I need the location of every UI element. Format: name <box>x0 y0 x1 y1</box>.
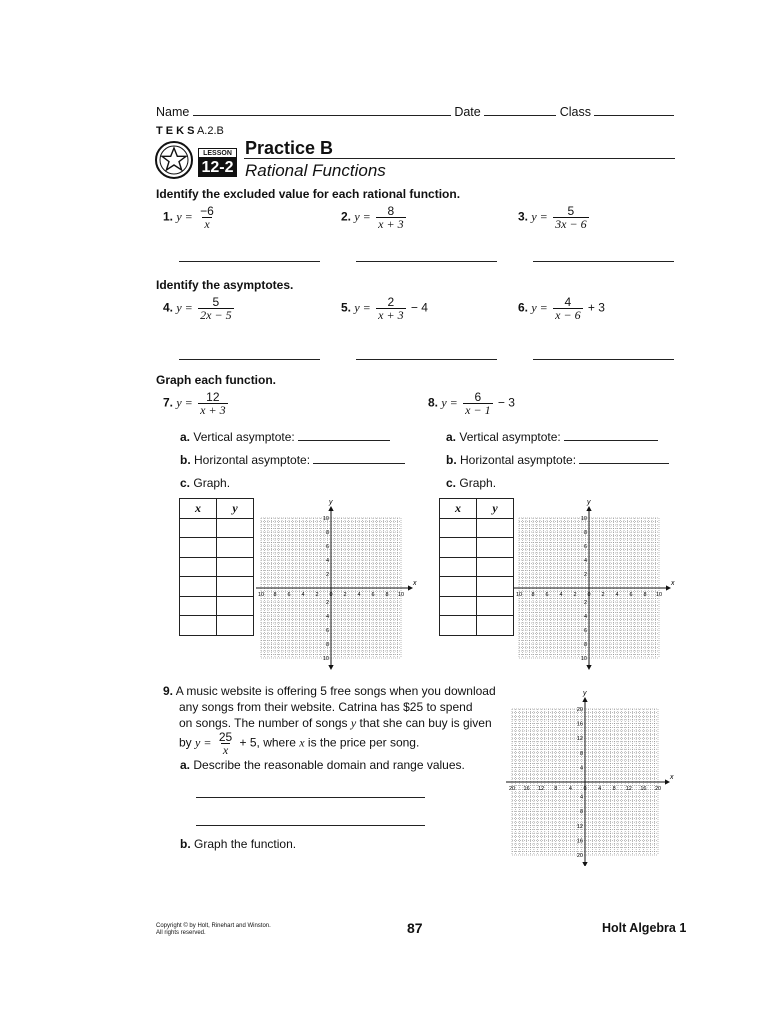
numerator: 25 <box>218 730 233 744</box>
p7-part-a <box>180 430 390 444</box>
problem-number: 5. <box>341 300 352 315</box>
part-text: Graph the function. <box>194 837 297 851</box>
numerator: −6 <box>200 204 214 218</box>
xy-table-8 <box>439 498 514 636</box>
table-cell[interactable] <box>217 538 254 558</box>
problem-number: 4. <box>163 300 174 315</box>
problem-text: by <box>179 735 192 750</box>
p7-part-c <box>180 476 230 490</box>
x-tick-label: 8 <box>385 592 389 598</box>
section-graph-heading: Graph each function. <box>156 373 277 387</box>
answer-line-3[interactable] <box>533 261 674 262</box>
equation-lhs: y = <box>354 300 371 315</box>
fraction <box>198 296 233 321</box>
problem-number: 9. <box>163 684 174 698</box>
p8-part-c <box>446 476 496 490</box>
x-tick-label: 10 <box>655 592 663 598</box>
numerator: 5 <box>212 295 220 309</box>
y-tick-label: 4 <box>579 765 583 772</box>
denominator: x − 1 <box>465 403 491 417</box>
y-tick-label: 12 <box>576 736 583 743</box>
xy-table-7 <box>179 498 254 636</box>
lesson-number: 12-2 <box>198 158 237 177</box>
table-cell[interactable] <box>477 616 514 636</box>
problem-6 <box>518 296 605 321</box>
p8-part-b <box>446 453 669 467</box>
problem-number: 6. <box>518 300 529 315</box>
date-label: Date <box>454 105 481 119</box>
equation-lhs: y = <box>354 209 371 224</box>
fraction <box>463 391 492 416</box>
table-cell[interactable] <box>180 538 217 558</box>
date-field[interactable] <box>484 105 556 116</box>
page-number: 87 <box>407 920 423 936</box>
equation-tail: − 3 <box>497 395 515 410</box>
y-tick-label: 4 <box>579 794 583 801</box>
y-tick-label: 8 <box>583 530 587 536</box>
denominator: 2x − 5 <box>200 308 232 322</box>
x-tick-label: 10 <box>397 592 405 598</box>
equation-lhs: y = <box>176 395 193 410</box>
part-text: Describe the reasonable domain and range values. <box>193 758 465 772</box>
equation-tail: + 5, where <box>239 735 296 750</box>
problem-5 <box>341 296 428 321</box>
x-axis-label: x <box>671 580 675 587</box>
answer-field[interactable] <box>579 453 669 464</box>
answer-field[interactable] <box>313 453 405 464</box>
y-tick-label: 2 <box>583 572 587 578</box>
part-key: a. <box>180 758 191 772</box>
y-header: y <box>477 499 514 519</box>
x-tick-label: 10 <box>515 592 523 598</box>
x-tick-label: 0 <box>329 592 333 598</box>
x-tick-label: 6 <box>545 592 549 598</box>
p7-part-b <box>180 453 405 467</box>
table-cell[interactable] <box>217 577 254 597</box>
equation-lhs: y = <box>441 395 458 410</box>
x-tick-label: 4 <box>357 592 361 598</box>
x-tick-label: 0 <box>583 786 587 792</box>
arrow-down-icon <box>586 665 591 670</box>
part-key: b. <box>180 453 191 467</box>
coordinate-grid-8[interactable] <box>514 494 678 670</box>
x-tick-label: 4 <box>301 592 305 598</box>
y-tick-label: 4 <box>583 558 587 564</box>
problem-number: 2. <box>341 209 352 224</box>
problem-2 <box>341 205 408 230</box>
problem-number: 7. <box>163 395 174 410</box>
y-tick-label: 16 <box>576 721 583 728</box>
equation-tail: − 4 <box>410 300 428 315</box>
fraction <box>198 391 227 416</box>
fraction <box>553 296 582 321</box>
part-text: Vertical asymptote: <box>459 430 561 444</box>
problem-text: that she can buy is given <box>356 716 492 730</box>
table-cell[interactable] <box>477 518 514 538</box>
y-tick-label: 16 <box>576 838 583 845</box>
arrow-up-icon <box>328 506 333 511</box>
table-cell[interactable] <box>477 577 514 597</box>
x-tick-label: 8 <box>273 592 277 598</box>
part-text: Graph. <box>459 476 497 490</box>
name-label: Name <box>156 105 190 119</box>
arrow-down-icon <box>328 665 333 670</box>
y-tick-label: 10 <box>322 516 329 522</box>
p9-part-b <box>180 837 296 851</box>
fraction <box>198 205 216 230</box>
part-text: Horizontal asymptote: <box>194 453 311 467</box>
lesson-subtitle: Rational Functions <box>245 161 386 180</box>
book-title: Holt Algebra 1 <box>602 921 687 935</box>
x-axis-label: x <box>670 774 674 781</box>
numerator: 12 <box>206 390 220 404</box>
answer-line-2[interactable] <box>356 261 497 262</box>
coordinate-grid-9[interactable] <box>506 686 676 866</box>
x-tick-label: 8 <box>612 786 616 792</box>
teks-label: T E K S <box>156 125 195 137</box>
x-tick-label: 8 <box>643 592 647 598</box>
problem-text: A music website is offering 5 free songs when you download <box>175 684 496 698</box>
table-cell[interactable] <box>180 596 217 616</box>
answer-field[interactable] <box>564 430 658 441</box>
x-tick-label: 8 <box>531 592 535 598</box>
y-tick-label: 8 <box>579 809 583 816</box>
y-tick-label: 6 <box>325 544 329 550</box>
section-excluded-heading: Identify the excluded value for each rational function. <box>156 187 461 201</box>
class-field[interactable] <box>594 105 674 116</box>
equation-lhs: y = <box>195 735 212 750</box>
part-key: b. <box>180 837 191 851</box>
copyright-line: Copyright © by Holt, Rinehart and Winston. <box>156 923 271 929</box>
x-tick-label: 2 <box>343 592 347 598</box>
x-tick-label: 0 <box>587 592 591 598</box>
header-row <box>156 105 676 119</box>
equation-lhs: y = <box>176 300 193 315</box>
y-tick-label: 12 <box>576 823 583 830</box>
y-axis-label: y <box>583 690 587 697</box>
part-key: a. <box>446 430 457 444</box>
table-cell[interactable] <box>440 596 477 616</box>
x-tick-label: 16 <box>523 786 530 792</box>
table-cell[interactable] <box>440 616 477 636</box>
y-tick-label: 10 <box>322 656 329 662</box>
table-cell[interactable] <box>440 557 477 577</box>
problem-1 <box>163 205 218 230</box>
variable: x <box>299 735 305 750</box>
fraction <box>376 296 405 321</box>
problem-4 <box>163 296 236 321</box>
table-cell[interactable] <box>217 557 254 577</box>
part-text: Graph. <box>193 476 231 490</box>
y-axis-label: y <box>587 499 591 506</box>
x-axis-label: x <box>413 580 417 587</box>
y-tick-label: 4 <box>325 614 329 620</box>
part-key: c. <box>446 476 457 490</box>
table-cell[interactable] <box>477 538 514 558</box>
x-tick-label: 6 <box>629 592 633 598</box>
table-cell[interactable] <box>180 518 217 538</box>
denominator: x + 3 <box>378 217 404 231</box>
x-tick-label: 20 <box>508 786 516 792</box>
y-tick-label: 2 <box>325 572 329 578</box>
star-icon <box>154 140 194 180</box>
denominator: x + 3 <box>200 403 226 417</box>
denominator: x <box>204 217 210 231</box>
answer-line-1[interactable] <box>179 261 320 262</box>
y-tick-label: 8 <box>579 750 583 757</box>
problem-text: on songs. The number of songs <box>179 716 351 730</box>
y-tick-label: 2 <box>325 600 329 606</box>
table-cell[interactable] <box>217 616 254 636</box>
x-header: x <box>440 499 477 519</box>
y-tick-label: 6 <box>325 628 329 634</box>
x-tick-label: 2 <box>315 592 319 598</box>
x-tick-label: 16 <box>640 786 647 792</box>
answer-line-9a-2[interactable] <box>196 825 425 826</box>
teks-value: A.2.B <box>196 125 224 137</box>
numerator: 2 <box>387 295 395 309</box>
part-text: Vertical asymptote: <box>193 430 295 444</box>
numerator: 6 <box>474 390 482 404</box>
equation-lhs: y = <box>176 209 193 224</box>
problem-3 <box>518 205 591 230</box>
answer-line-5[interactable] <box>356 359 497 360</box>
coordinate-grid-7[interactable] <box>256 494 420 670</box>
answer-line-9a-1[interactable] <box>196 797 425 798</box>
y-tick-label: 6 <box>583 544 587 550</box>
practice-title: Practice B <box>245 138 334 158</box>
copyright <box>156 923 271 937</box>
x-tick-label: 12 <box>538 786 545 792</box>
y-tick-label: 4 <box>325 558 329 564</box>
problem-number: 3. <box>518 209 529 224</box>
title-rule <box>244 158 675 159</box>
answer-line-4[interactable] <box>179 359 320 360</box>
equation-tail: + 3 <box>587 300 605 315</box>
y-tick-label: 10 <box>580 516 587 522</box>
table-cell[interactable] <box>217 518 254 538</box>
y-header: y <box>217 499 254 519</box>
x-tick-label: 4 <box>615 592 619 598</box>
fraction <box>217 731 234 756</box>
problem-8 <box>428 391 515 416</box>
problem-9 <box>163 683 496 731</box>
denominator: x − 6 <box>555 308 581 322</box>
problem-9-equation <box>179 731 419 756</box>
denominator: 3x − 6 <box>555 217 587 231</box>
answer-line-6[interactable] <box>533 359 674 360</box>
table-cell[interactable] <box>217 596 254 616</box>
numerator: 8 <box>387 204 395 218</box>
problem-text: any songs from their website. Catrina has $25 to spend <box>179 700 473 714</box>
table-cell[interactable] <box>180 616 217 636</box>
x-tick-label: 6 <box>287 592 291 598</box>
name-field[interactable] <box>193 105 451 116</box>
part-key: a. <box>180 430 191 444</box>
copyright-line: All rights reserved. <box>156 930 206 936</box>
equation-lhs: y = <box>531 209 548 224</box>
x-header: x <box>180 499 217 519</box>
y-tick-label: 20 <box>576 707 583 713</box>
table-cell[interactable] <box>477 596 514 616</box>
p8-part-a <box>446 430 658 444</box>
part-key: c. <box>180 476 191 490</box>
numerator: 4 <box>564 295 572 309</box>
part-key: b. <box>446 453 457 467</box>
y-tick-label: 6 <box>583 628 587 634</box>
x-tick-label: 2 <box>601 592 605 598</box>
problem-number: 1. <box>163 209 174 224</box>
y-tick-label: 20 <box>576 853 583 859</box>
x-tick-label: 4 <box>598 786 602 792</box>
problem-number: 8. <box>428 395 439 410</box>
x-tick-label: 4 <box>559 592 563 598</box>
x-tick-label: 8 <box>554 786 558 792</box>
table-cell[interactable] <box>477 557 514 577</box>
fraction <box>553 205 588 230</box>
x-tick-label: 10 <box>257 592 265 598</box>
table-cell[interactable] <box>440 518 477 538</box>
y-tick-label: 8 <box>583 642 587 648</box>
table-cell[interactable] <box>180 557 217 577</box>
y-tick-label: 8 <box>325 642 329 648</box>
arrow-down-icon <box>582 862 587 866</box>
class-label: Class <box>559 105 591 119</box>
table-cell[interactable] <box>440 577 477 597</box>
x-tick-label: 20 <box>654 786 662 792</box>
part-text: Horizontal asymptote: <box>460 453 577 467</box>
table-cell[interactable] <box>180 577 217 597</box>
denominator: x + 3 <box>378 308 404 322</box>
y-axis-label: y <box>329 499 333 506</box>
teks-row <box>156 125 224 137</box>
problem-7 <box>163 391 230 416</box>
y-tick-label: 10 <box>580 656 587 662</box>
answer-field[interactable] <box>298 430 390 441</box>
section-asymptotes-heading: Identify the asymptotes. <box>156 278 294 292</box>
arrow-up-icon <box>586 506 591 511</box>
x-tick-label: 12 <box>625 786 632 792</box>
lesson-word: LESSON <box>198 148 237 158</box>
x-tick-label: 6 <box>371 592 375 598</box>
p9-part-a <box>180 758 465 772</box>
problem-text: is the price per song. <box>307 735 420 750</box>
y-tick-label: 8 <box>325 530 329 536</box>
y-tick-label: 2 <box>583 600 587 606</box>
denominator: x <box>222 743 229 757</box>
table-cell[interactable] <box>440 538 477 558</box>
arrow-up-icon <box>582 697 587 702</box>
x-tick-label: 4 <box>568 786 572 792</box>
numerator: 5 <box>567 204 575 218</box>
variable: y <box>350 716 357 730</box>
x-tick-label: 2 <box>573 592 577 598</box>
y-tick-label: 4 <box>583 614 587 620</box>
fraction <box>376 205 405 230</box>
equation-lhs: y = <box>531 300 548 315</box>
